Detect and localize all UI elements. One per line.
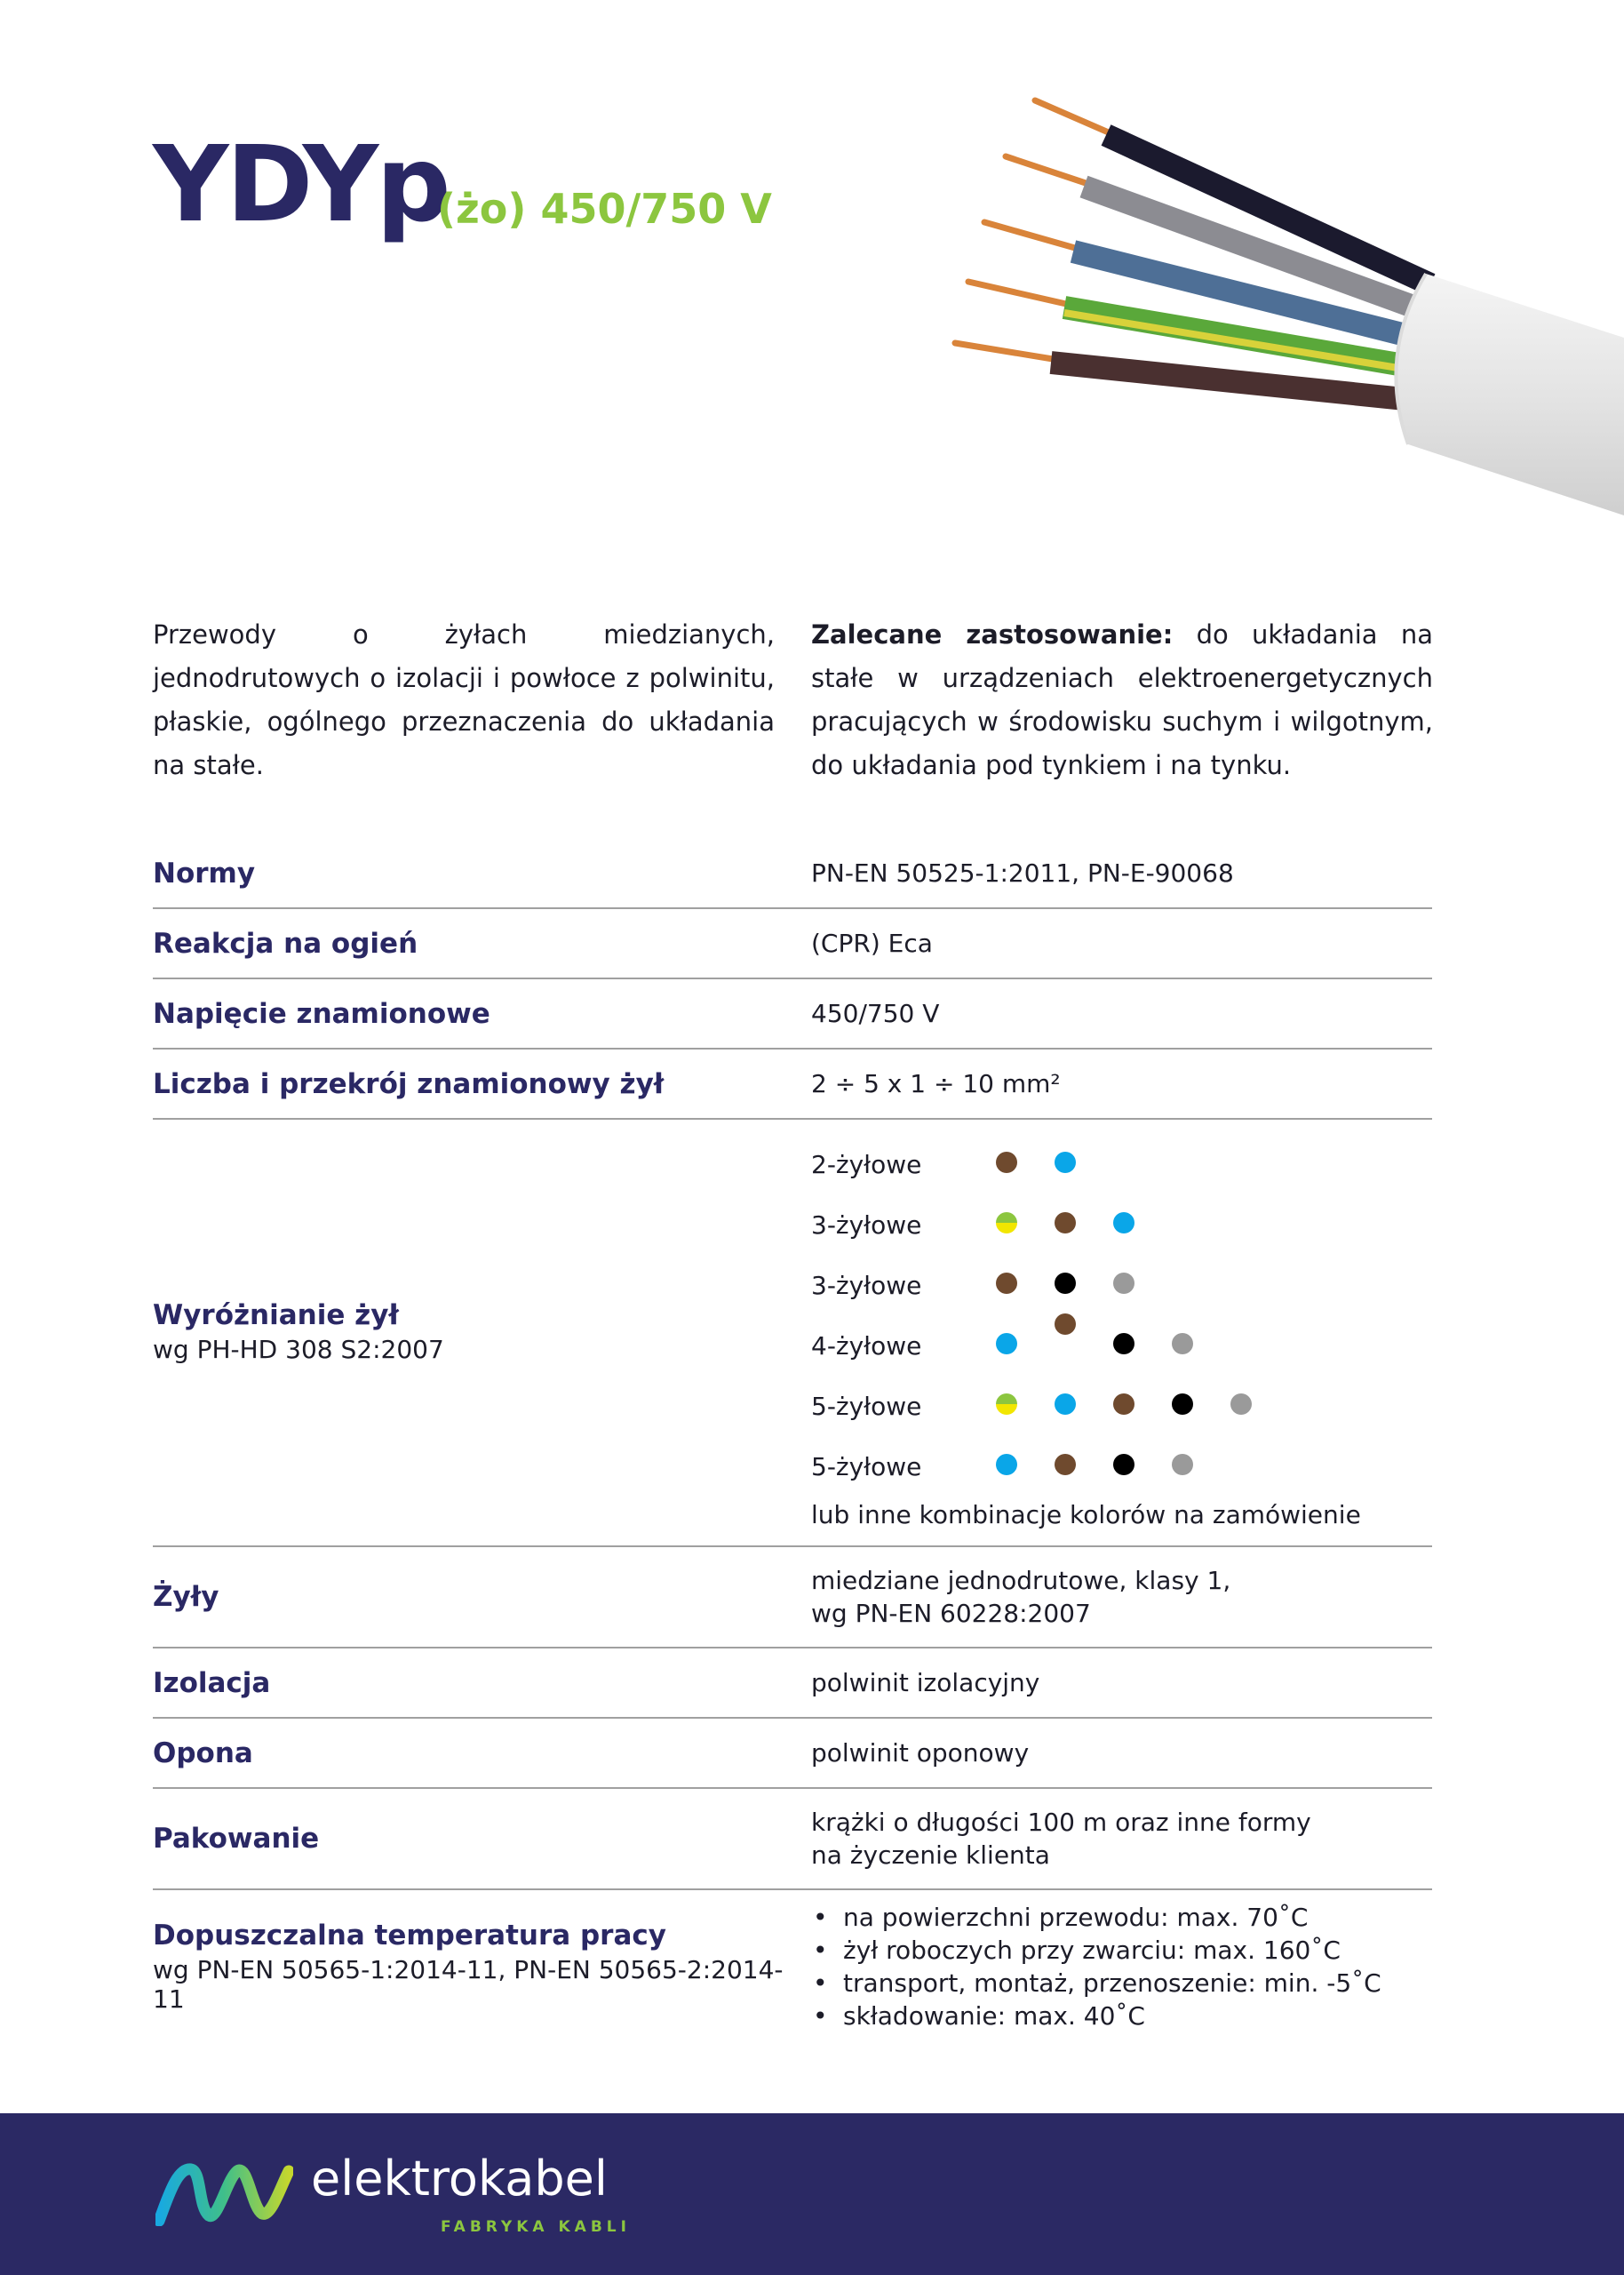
core-count-label: 3-żyłowe — [811, 1271, 922, 1300]
core-color-dot-brown — [996, 1152, 1017, 1173]
spec-value: 2 ÷ 5 x 1 ÷ 10 mm² — [811, 1069, 1061, 1098]
elektrokabel-logo-icon — [155, 2162, 293, 2226]
spec-row-cores — [153, 1050, 1432, 1120]
spec-value: polwinit izolacyjny — [811, 1668, 1040, 1697]
core-color-dot-blue — [1113, 1212, 1134, 1233]
color-coding-line — [811, 1132, 1432, 1193]
brand-name: elektrokabel — [311, 2151, 608, 2207]
description-paragraph: Przewody o żyłach miedzianych, jednodrutowych o izolacji i powłoce z polwinitu, płaskie, ogólnego przeznaczenia do układania na stałe. — [153, 619, 775, 780]
list-item: • na powierzchni przewodu: max. 70˚C — [811, 1901, 1381, 1934]
core-color-dot-blue — [996, 1454, 1017, 1475]
product-title: YDYp — [153, 123, 449, 245]
color-coding-note: lub inne kombinacje kolorów na zamówienie — [811, 1500, 1361, 1529]
core-color-dot-blue — [1055, 1152, 1076, 1173]
core-count-label: 4-żyłowe — [811, 1331, 922, 1361]
spec-label: Liczba i przekrój znamionowy żył — [153, 1067, 665, 1100]
spec-label: Opona — [153, 1736, 253, 1769]
list-item: • transport, montaż, przenoszenie: min. -5˚C — [811, 1967, 1381, 2000]
spec-value: polwinit oponowy — [811, 1738, 1030, 1768]
core-color-dot-black — [1055, 1273, 1076, 1294]
spec-row-temperature — [153, 1890, 1432, 2043]
color-coding-line — [811, 1313, 1432, 1374]
color-coding-line — [811, 1374, 1432, 1434]
spec-label: Normy — [153, 857, 256, 890]
list-item: • składowanie: max. 40˚C — [811, 2000, 1381, 2032]
core-color-dot-blue — [1055, 1393, 1076, 1415]
core-count-label: 5-żyłowe — [811, 1392, 922, 1421]
product-subtitle: (żo) 450/750 V — [437, 185, 772, 233]
spec-label: Izolacja — [153, 1666, 271, 1699]
core-color-dot-black — [1172, 1393, 1193, 1415]
spec-row-sheath — [153, 1719, 1432, 1789]
spec-row-norms — [153, 839, 1432, 909]
spec-table — [153, 839, 1432, 2043]
core-color-dot-brown — [996, 1273, 1017, 1294]
spec-label: Żyły — [153, 1581, 219, 1613]
spec-value-line: na życzenie klienta — [811, 1840, 1050, 1870]
spec-value: (CPR) Eca — [811, 929, 933, 958]
core-color-dot-brown — [1055, 1313, 1076, 1335]
spec-row-fire — [153, 909, 1432, 979]
application-paragraph — [811, 613, 1433, 787]
core-color-dot-green-yellow — [996, 1393, 1017, 1415]
color-coding-line — [811, 1434, 1432, 1495]
cable-illustration — [924, 71, 1624, 533]
spec-label: Napięcie znamionowe — [153, 997, 490, 1030]
core-count-label: 2-żyłowe — [811, 1150, 922, 1179]
spec-row-core-coding — [153, 1120, 1432, 1547]
spec-row-insulation — [153, 1648, 1432, 1719]
spec-value-line: krążki o długości 100 m oraz inne formy — [811, 1808, 1311, 1837]
core-count-label: 3-żyłowe — [811, 1210, 922, 1240]
spec-value: 450/750 V — [811, 999, 940, 1028]
list-item: • żył roboczych przy zwarciu: max. 160˚C — [811, 1934, 1381, 1967]
core-color-dot-black — [1113, 1454, 1134, 1475]
application-text: do układania na stałe w urządzeniach elektroenergetycznych pracujących w środowisku suchym i wilgotnym, do układania pod tynkiem i na tynku. — [811, 619, 1433, 780]
core-color-dot-grey — [1172, 1333, 1193, 1354]
core-color-dot-black — [1113, 1333, 1134, 1354]
spec-row-conductors — [153, 1547, 1432, 1648]
application-heading: Zalecane zastosowanie: — [811, 619, 1174, 650]
core-color-dot-green-yellow — [996, 1212, 1017, 1233]
core-color-dot-grey — [1230, 1393, 1252, 1415]
core-color-dot-grey — [1113, 1273, 1134, 1294]
spec-value: PN-EN 50525-1:2011, PN-E-90068 — [811, 858, 1234, 888]
spec-value-line: miedziane jednodrutowe, klasy 1, — [811, 1566, 1231, 1595]
color-coding-line — [811, 1253, 1432, 1313]
footer-bar — [0, 2113, 1624, 2275]
spec-label: Pakowanie — [153, 1823, 320, 1855]
core-color-dot-blue — [996, 1333, 1017, 1354]
core-color-dot-brown — [1113, 1393, 1134, 1415]
spec-label: Dopuszczalna temperatura pracy — [153, 1920, 666, 1952]
core-color-dot-grey — [1172, 1454, 1193, 1475]
spec-sublabel: wg PN-EN 50565-1:2014-11, PN-EN 50565-2:2014-11 — [153, 1955, 784, 2014]
temperature-list — [811, 1901, 1381, 2032]
spec-label: Reakcja na ogień — [153, 927, 418, 960]
spec-sublabel: wg PH-HD 308 S2:2007 — [153, 1335, 444, 1364]
core-count-label: 5-żyłowe — [811, 1452, 922, 1481]
spec-label: Wyróżnianie żył — [153, 1299, 399, 1331]
core-color-dot-brown — [1055, 1454, 1076, 1475]
core-color-dot-brown — [1055, 1212, 1076, 1233]
color-coding-list — [811, 1132, 1432, 1495]
spec-value-line: wg PN-EN 60228:2007 — [811, 1599, 1091, 1628]
color-coding-line — [811, 1193, 1432, 1253]
brand-tagline: FABRYKA KABLI — [441, 2218, 631, 2236]
spec-row-packing — [153, 1789, 1432, 1890]
product-title-block — [153, 123, 772, 245]
spec-row-voltage — [153, 979, 1432, 1050]
